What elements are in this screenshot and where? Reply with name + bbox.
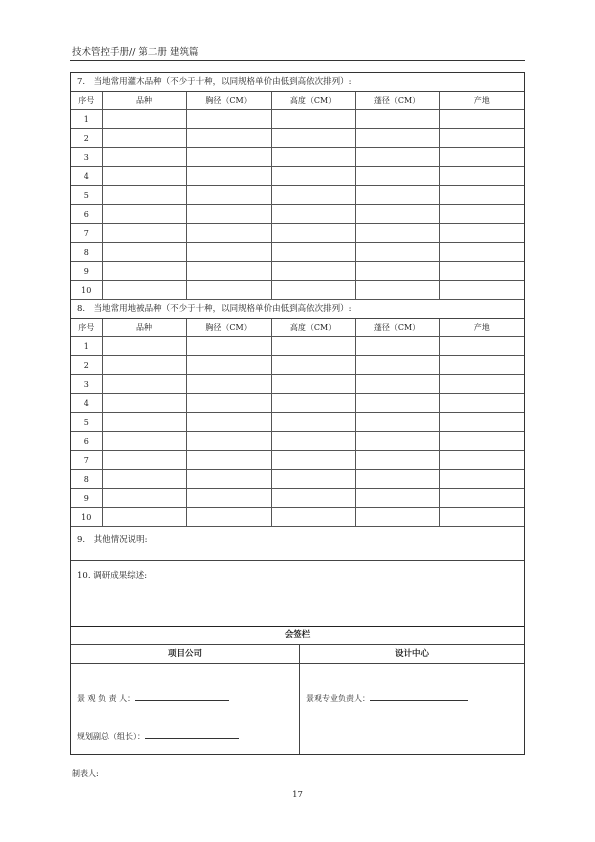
- row-index: 2: [71, 356, 102, 375]
- table-row: [71, 224, 524, 243]
- row-index: 1: [71, 110, 102, 129]
- spread-cell[interactable]: [355, 413, 439, 432]
- variety-cell[interactable]: [102, 243, 186, 262]
- height-cell[interactable]: [271, 205, 355, 224]
- origin-cell[interactable]: [439, 148, 524, 167]
- diameter-cell[interactable]: [186, 224, 271, 243]
- table-row: [71, 356, 524, 375]
- spread-cell[interactable]: [355, 451, 439, 470]
- table-row: [71, 470, 524, 489]
- variety-cell[interactable]: [102, 470, 186, 489]
- design-center-signatures: [300, 664, 524, 754]
- spread-cell[interactable]: [355, 508, 439, 527]
- diameter-cell[interactable]: [186, 375, 271, 394]
- variety-cell[interactable]: [102, 110, 186, 129]
- table-row: [71, 243, 524, 262]
- col-diameter: 胸径（CM）: [186, 319, 271, 337]
- table-row: [71, 148, 524, 167]
- row-index: 3: [71, 375, 102, 394]
- row-index: 3: [71, 148, 102, 167]
- col-diameter: 胸径（CM）: [186, 92, 271, 110]
- planning-deputy-label: 规划副总（组长）：: [77, 732, 145, 741]
- diameter-cell[interactable]: [186, 243, 271, 262]
- project-company-header: 项目公司: [71, 645, 300, 663]
- diameter-cell[interactable]: [186, 167, 271, 186]
- spread-cell[interactable]: [355, 470, 439, 489]
- spread-cell[interactable]: [355, 375, 439, 394]
- diameter-cell[interactable]: [186, 205, 271, 224]
- diameter-cell[interactable]: [186, 356, 271, 375]
- project-company-signatures: [71, 664, 300, 754]
- origin-cell[interactable]: [439, 489, 524, 508]
- spread-cell[interactable]: [355, 243, 439, 262]
- col-spread: 蓬径（CM）: [355, 319, 439, 337]
- height-cell[interactable]: [271, 224, 355, 243]
- origin-cell[interactable]: [439, 470, 524, 489]
- landscape-specialist-line: [306, 692, 468, 704]
- row-index: 1: [71, 337, 102, 356]
- origin-cell[interactable]: [439, 110, 524, 129]
- planning-deputy-signature-field[interactable]: [145, 730, 239, 739]
- diameter-cell[interactable]: [186, 110, 271, 129]
- col-index: 序号: [71, 319, 102, 337]
- variety-cell[interactable]: [102, 262, 186, 281]
- row-index: 5: [71, 413, 102, 432]
- spread-cell[interactable]: [355, 167, 439, 186]
- height-cell[interactable]: [271, 489, 355, 508]
- row-index: 10: [71, 281, 102, 300]
- height-cell[interactable]: [271, 413, 355, 432]
- variety-cell[interactable]: [102, 205, 186, 224]
- origin-cell[interactable]: [439, 508, 524, 527]
- header-rule: [70, 60, 525, 61]
- planning-deputy-line: [77, 730, 239, 742]
- origin-cell[interactable]: [439, 356, 524, 375]
- height-cell[interactable]: [271, 243, 355, 262]
- row-index: 5: [71, 186, 102, 205]
- diameter-cell[interactable]: [186, 186, 271, 205]
- height-cell[interactable]: [271, 148, 355, 167]
- spread-cell[interactable]: [355, 432, 439, 451]
- table-row: [71, 186, 524, 205]
- table-row: [71, 413, 524, 432]
- origin-cell[interactable]: [439, 224, 524, 243]
- table-row: [71, 167, 524, 186]
- variety-cell[interactable]: [102, 224, 186, 243]
- variety-cell[interactable]: [102, 413, 186, 432]
- variety-cell[interactable]: [102, 508, 186, 527]
- signoff-title: 会签栏: [71, 627, 524, 645]
- height-cell[interactable]: [271, 508, 355, 527]
- survey-sheet: [70, 72, 525, 755]
- groundcover-header-row: [71, 319, 524, 337]
- height-cell[interactable]: [271, 337, 355, 356]
- diameter-cell[interactable]: [186, 470, 271, 489]
- row-index: 4: [71, 394, 102, 413]
- signoff-header-row: [71, 645, 524, 664]
- origin-cell[interactable]: [439, 451, 524, 470]
- origin-cell[interactable]: [439, 167, 524, 186]
- page-header: 技术管控手册// 第二册 建筑篇: [72, 47, 199, 58]
- row-index: 7: [71, 451, 102, 470]
- landscape-lead-signature-field[interactable]: [135, 692, 229, 701]
- col-height: 高度（CM）: [271, 319, 355, 337]
- col-origin: 产地: [439, 319, 524, 337]
- row-index: 9: [71, 489, 102, 508]
- row-index: 8: [71, 470, 102, 489]
- spread-cell[interactable]: [355, 394, 439, 413]
- origin-cell[interactable]: [439, 262, 524, 281]
- height-cell[interactable]: [271, 129, 355, 148]
- variety-cell[interactable]: [102, 356, 186, 375]
- height-cell[interactable]: [271, 281, 355, 300]
- shrub-header-row: [71, 92, 524, 110]
- landscape-lead-label: 景 观 负 责 人：: [77, 694, 136, 703]
- height-cell[interactable]: [271, 167, 355, 186]
- variety-cell[interactable]: [102, 432, 186, 451]
- table-row: [71, 281, 524, 300]
- summary-label: 10. 调研成果综述:: [77, 571, 148, 581]
- height-cell[interactable]: [271, 432, 355, 451]
- origin-cell[interactable]: [439, 186, 524, 205]
- spread-cell[interactable]: [355, 337, 439, 356]
- variety-cell[interactable]: [102, 337, 186, 356]
- diameter-cell[interactable]: [186, 262, 271, 281]
- variety-cell[interactable]: [102, 148, 186, 167]
- height-cell[interactable]: [271, 186, 355, 205]
- spread-cell[interactable]: [355, 281, 439, 300]
- shrub-table: [71, 92, 524, 300]
- table-row: [71, 394, 524, 413]
- origin-cell[interactable]: [439, 281, 524, 300]
- table-row: [71, 129, 524, 148]
- variety-cell[interactable]: [102, 186, 186, 205]
- shrub-section-title: 7. 当地常用灌木品种（不少于十种，以同规格单价由低到高依次排列）:: [71, 73, 524, 92]
- landscape-specialist-signature-field[interactable]: [370, 692, 468, 701]
- origin-cell[interactable]: [439, 337, 524, 356]
- spread-cell[interactable]: [355, 262, 439, 281]
- diameter-cell[interactable]: [186, 451, 271, 470]
- landscape-specialist-label: 景观专业负责人：: [306, 694, 370, 703]
- table-row: [71, 110, 524, 129]
- variety-cell[interactable]: [102, 394, 186, 413]
- table-row: [71, 451, 524, 470]
- variety-cell[interactable]: [102, 129, 186, 148]
- row-index: 2: [71, 129, 102, 148]
- row-index: 4: [71, 167, 102, 186]
- variety-cell[interactable]: [102, 281, 186, 300]
- height-cell[interactable]: [271, 375, 355, 394]
- origin-cell[interactable]: [439, 243, 524, 262]
- landscape-lead-line: [77, 692, 229, 704]
- col-index: 序号: [71, 92, 102, 110]
- spread-cell[interactable]: [355, 110, 439, 129]
- prepared-by-label: 制表人:: [72, 769, 99, 778]
- row-index: 6: [71, 432, 102, 451]
- origin-cell[interactable]: [439, 205, 524, 224]
- spread-cell[interactable]: [355, 129, 439, 148]
- col-spread: 蓬径（CM）: [355, 92, 439, 110]
- row-index: 8: [71, 243, 102, 262]
- diameter-cell[interactable]: [186, 432, 271, 451]
- origin-cell[interactable]: [439, 129, 524, 148]
- origin-cell[interactable]: [439, 413, 524, 432]
- spread-cell[interactable]: [355, 148, 439, 167]
- row-index: 7: [71, 224, 102, 243]
- height-cell[interactable]: [271, 262, 355, 281]
- spread-cell[interactable]: [355, 356, 439, 375]
- row-index: 10: [71, 508, 102, 527]
- row-index: 9: [71, 262, 102, 281]
- origin-cell[interactable]: [439, 394, 524, 413]
- diameter-cell[interactable]: [186, 129, 271, 148]
- variety-cell[interactable]: [102, 451, 186, 470]
- height-cell[interactable]: [271, 451, 355, 470]
- table-row: [71, 262, 524, 281]
- spread-cell[interactable]: [355, 205, 439, 224]
- table-row: [71, 432, 524, 451]
- variety-cell[interactable]: [102, 489, 186, 508]
- other-notes-label: 9. 其他情况说明:: [77, 535, 148, 545]
- variety-cell[interactable]: [102, 167, 186, 186]
- row-index: 6: [71, 205, 102, 224]
- spread-cell[interactable]: [355, 489, 439, 508]
- groundcover-section-title: 8. 当地常用地被品种（不少于十种，以同规格单价由低到高依次排列）:: [71, 300, 524, 319]
- diameter-cell[interactable]: [186, 337, 271, 356]
- design-center-header: 设计中心: [394, 649, 429, 659]
- page-number: 17: [292, 790, 303, 800]
- diameter-cell[interactable]: [186, 508, 271, 527]
- col-origin: 产地: [439, 92, 524, 110]
- diameter-cell[interactable]: [186, 489, 271, 508]
- diameter-cell[interactable]: [186, 148, 271, 167]
- height-cell[interactable]: [271, 110, 355, 129]
- col-variety: 品种: [102, 319, 186, 337]
- diameter-cell[interactable]: [186, 281, 271, 300]
- table-row: [71, 337, 524, 356]
- other-notes-field[interactable]: [71, 527, 524, 561]
- groundcover-table: [71, 319, 524, 527]
- diameter-cell[interactable]: [186, 413, 271, 432]
- spread-cell[interactable]: [355, 224, 439, 243]
- col-height: 高度（CM）: [271, 92, 355, 110]
- height-cell[interactable]: [271, 470, 355, 489]
- origin-cell[interactable]: [439, 375, 524, 394]
- signoff-body: [71, 664, 524, 754]
- variety-cell[interactable]: [102, 375, 186, 394]
- height-cell[interactable]: [271, 394, 355, 413]
- height-cell[interactable]: [271, 356, 355, 375]
- summary-field[interactable]: [71, 561, 524, 627]
- table-row: [71, 375, 524, 394]
- table-row: [71, 489, 524, 508]
- table-row: [71, 205, 524, 224]
- origin-cell[interactable]: [439, 432, 524, 451]
- spread-cell[interactable]: [355, 186, 439, 205]
- diameter-cell[interactable]: [186, 394, 271, 413]
- col-variety: 品种: [102, 92, 186, 110]
- table-row: [71, 508, 524, 527]
